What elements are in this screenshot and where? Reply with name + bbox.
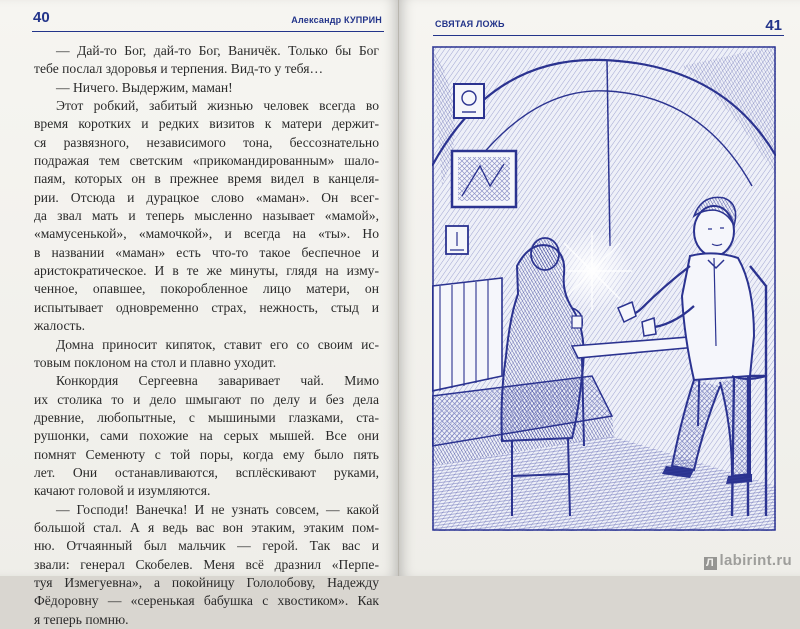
text-line: — Господи! Ванечка! И не узнать совсем, — какой <box>56 501 379 517</box>
watermark-text: labirint.ru <box>719 552 792 569</box>
left-page-number: 40 <box>33 9 50 26</box>
text-line: ченное, опавшее, покоробленное лицо матери, он <box>34 281 379 297</box>
text-line: аристократическое. И в те же минуты, глядя на изму- <box>34 263 379 279</box>
text-line: звали: генерал Скобелев. Меня всё дразнил «Перпе- <box>34 556 379 572</box>
text-line: ню. Отчаянный был мальчик — герой. Так вас и <box>34 538 379 554</box>
text-line: испытывает одновременно страх, нежность, стыд и <box>34 299 379 315</box>
watermark-logo: Л <box>704 557 717 570</box>
text-line: большой стал. А я ведь вас вон этаким, этаким пом- <box>34 519 379 535</box>
text-line: Этот робкий, забитый жизнью человек всегда во <box>56 98 379 114</box>
text-line: — Дай-то Бог, дай-то Бог, Ваничёк. Только бы Бог <box>56 43 379 58</box>
text-line: «мамусенькой», «мамочкой», и всегда на «ты». Но <box>34 226 379 242</box>
right-page-number: 41 <box>765 17 782 34</box>
text-line: рушонки, сами похожие на серых мышей. Все они <box>34 428 379 444</box>
text-line: в названии «маман» есть что-то такое беспечное и <box>34 244 379 260</box>
left-header-rule <box>32 31 384 32</box>
text-line: — Ничего. Выдержим, маман! <box>56 79 233 95</box>
text-line: древние, любопытные, с мышиными глазками, ста- <box>34 409 379 425</box>
text-line: туя Измегуевна», а покойницу Гололобову, Надежду <box>34 574 379 590</box>
text-line: качают головой и изумляются. <box>34 483 211 499</box>
text-line: тебе послал здоровья и терпения. Вид-то у тебя… <box>34 61 324 77</box>
left-page-text <box>34 42 379 629</box>
text-line: товым поклоном на стол и плавно уходит. <box>34 354 277 370</box>
text-line: ся развязного, независимого тона, бессознательно <box>34 134 379 150</box>
text-line: жалость. <box>34 318 86 334</box>
right-running-head: СВЯТАЯ ЛОЖЬ <box>435 19 505 29</box>
text-line: паям, которых он в прежнее время видел в канцеля- <box>34 171 379 187</box>
text-line: да звал мать и теперь мысленно называет «мамой», <box>34 208 379 224</box>
text-line: их столика то и дело шмыгают по делу и без дела <box>34 391 379 407</box>
text-line: лет. Они останавливаются, всплёскивают руками, <box>34 464 379 480</box>
text-line: рии. Отсюда и дурацкое слово «маман». Он всег- <box>34 189 379 205</box>
watermark <box>704 552 792 570</box>
text-line: Конкордия Сергеевна заваривает чай. Мимо <box>56 373 379 389</box>
text-line: я теперь помню. <box>34 611 129 627</box>
left-page <box>0 0 399 627</box>
text-line: помнят Семенюту с той поры, когда ему было пять <box>34 446 379 462</box>
text-line: Домна приносит кипяток, ставит его со своим ис- <box>56 336 379 352</box>
right-header-rule <box>433 35 784 36</box>
ink-illustration <box>432 46 776 531</box>
text-line: Фёдоровну — «серенькая бабушка с хвостиком». Как <box>34 593 379 609</box>
text-line: время коротких и редких визитов к матери держит- <box>34 116 379 132</box>
left-running-head: Александр КУПРИН <box>291 15 382 25</box>
text-line: подражая тем светским «прикомандированным» шало- <box>34 153 379 169</box>
